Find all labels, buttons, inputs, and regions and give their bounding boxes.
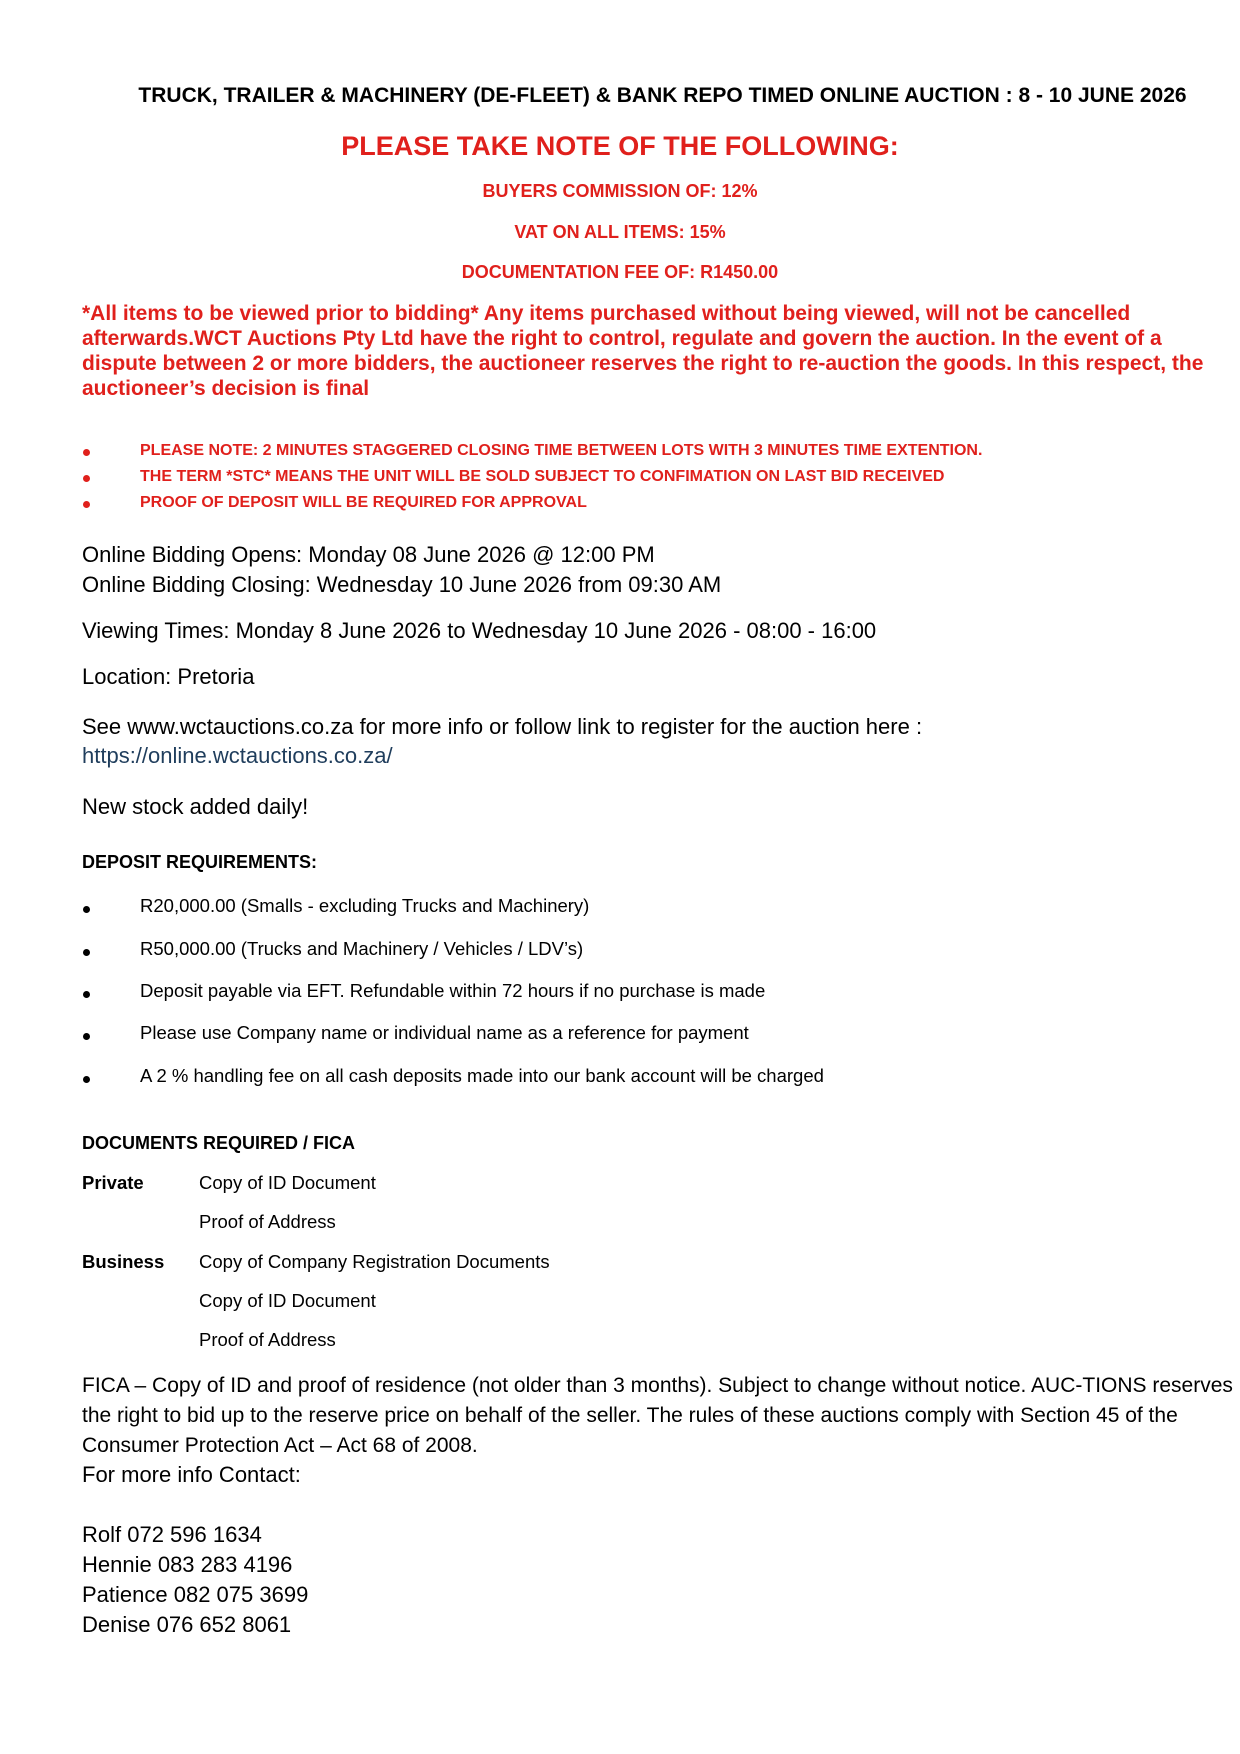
commission-fee: BUYERS COMMISSION OF: 12% [482, 181, 758, 201]
deposit-item: Deposit payable via EFT. Refundable within 72 hours if no purchase is made [140, 980, 766, 1001]
bullet-dot [83, 1076, 90, 1083]
deposit-item: R20,000.00 (Smalls - excluding Trucks and Machinery) [140, 895, 590, 916]
bidding-opens: Online Bidding Opens: Monday 08 June 2026 @ 12:00 PM [82, 542, 655, 567]
deposit-item: A 2 % handling fee on all cash deposits made into our bank account will be charged [140, 1065, 824, 1086]
info-text: See www.wctauctions.co.za for more info or follow link to register for the auction here : [82, 714, 923, 739]
business-label: Business [82, 1251, 165, 1272]
note-item: PROOF OF DEPOSIT WILL BE REQUIRED FOR APPROVAL [140, 494, 587, 511]
document-item: Copy of ID Document [199, 1290, 376, 1311]
bullet-dot [83, 991, 90, 998]
contact-heading: For more info Contact: [82, 1462, 301, 1487]
contact-item: Rolf 072 596 1634 [82, 1522, 262, 1547]
bullet-dot [83, 449, 90, 456]
private-label: Private [82, 1172, 144, 1193]
document-item: Copy of ID Document [199, 1172, 376, 1193]
documentation-fee: DOCUMENTATION FEE OF: R1450.00 [461, 262, 779, 282]
note-item: THE TERM *STC* MEANS THE UNIT WILL BE SOLD SUBJECT TO CONFIMATION ON LAST BID RECEIVED [140, 468, 945, 485]
fica-paragraph: FICA – Copy of ID and proof of residence (not older than 3 months). Subject to change without notice. AUC-TIONS reserves the right to bid up to the reserve price on behalf of the seller. The rules of these auctions comply with Section 45 of the Consumer Protection Act – Act 68 of 2008. [82, 1374, 1233, 1457]
document-item: Proof of Address [199, 1211, 336, 1232]
vat-fee: VAT ON ALL ITEMS: 15% [514, 222, 726, 242]
register-link[interactable]: https://online.wctauctions.co.za/ [82, 743, 393, 768]
bullet-dot [83, 949, 90, 956]
contact-item: Denise 076 652 8061 [82, 1612, 292, 1637]
location: Location: Pretoria [82, 664, 255, 689]
bullet-dot [83, 501, 90, 508]
disclaimer-text: *All items to be viewed prior to bidding* Any items purchased without being viewed, will not be cancelled afterwards.WCT Auctions Pty Ltd have the right to control, regulate and govern the auction. In the event of a dispute between 2 or more bidders, the auctioneer reserves the right to re-auction the goods. In this respect, the auctioneer’s decision is final [82, 302, 1204, 400]
viewing-times: Viewing Times: Monday 8 June 2026 to Wednesday 10 June 2026 - 08:00 - 16:00 [82, 618, 877, 643]
notice-heading: PLEASE TAKE NOTE OF THE FOLLOWING: [341, 131, 899, 161]
new-stock-note: New stock added daily! [82, 794, 309, 819]
document-item: Copy of Company Registration Documents [199, 1251, 550, 1272]
deposit-heading: DEPOSIT REQUIREMENTS: [82, 852, 318, 872]
bidding-closing: Online Bidding Closing: Wednesday 10 June 2026 from 09:30 AM [82, 572, 722, 597]
bullet-dot [83, 1033, 90, 1040]
document-item: Proof of Address [199, 1329, 336, 1350]
note-item: PLEASE NOTE: 2 MINUTES STAGGERED CLOSING TIME BETWEEN LOTS WITH 3 MINUTES TIME EXTENTION. [140, 442, 983, 459]
bullet-dot [83, 906, 90, 913]
contact-item: Hennie 083 283 4196 [82, 1552, 293, 1577]
bullet-dot [83, 475, 90, 482]
deposit-item: R50,000.00 (Trucks and Machinery / Vehicles / LDV’s) [140, 938, 584, 959]
deposit-item: Please use Company name or individual name as a reference for payment [140, 1022, 749, 1043]
documents-heading: DOCUMENTS REQUIRED / FICA [82, 1133, 356, 1153]
page-title: TRUCK, TRAILER & MACHINERY (DE-FLEET) & BANK REPO TIMED ONLINE AUCTION : 8 - 10 JUNE 2026 [138, 84, 1187, 107]
contact-item: Patience 082 075 3699 [82, 1582, 309, 1607]
